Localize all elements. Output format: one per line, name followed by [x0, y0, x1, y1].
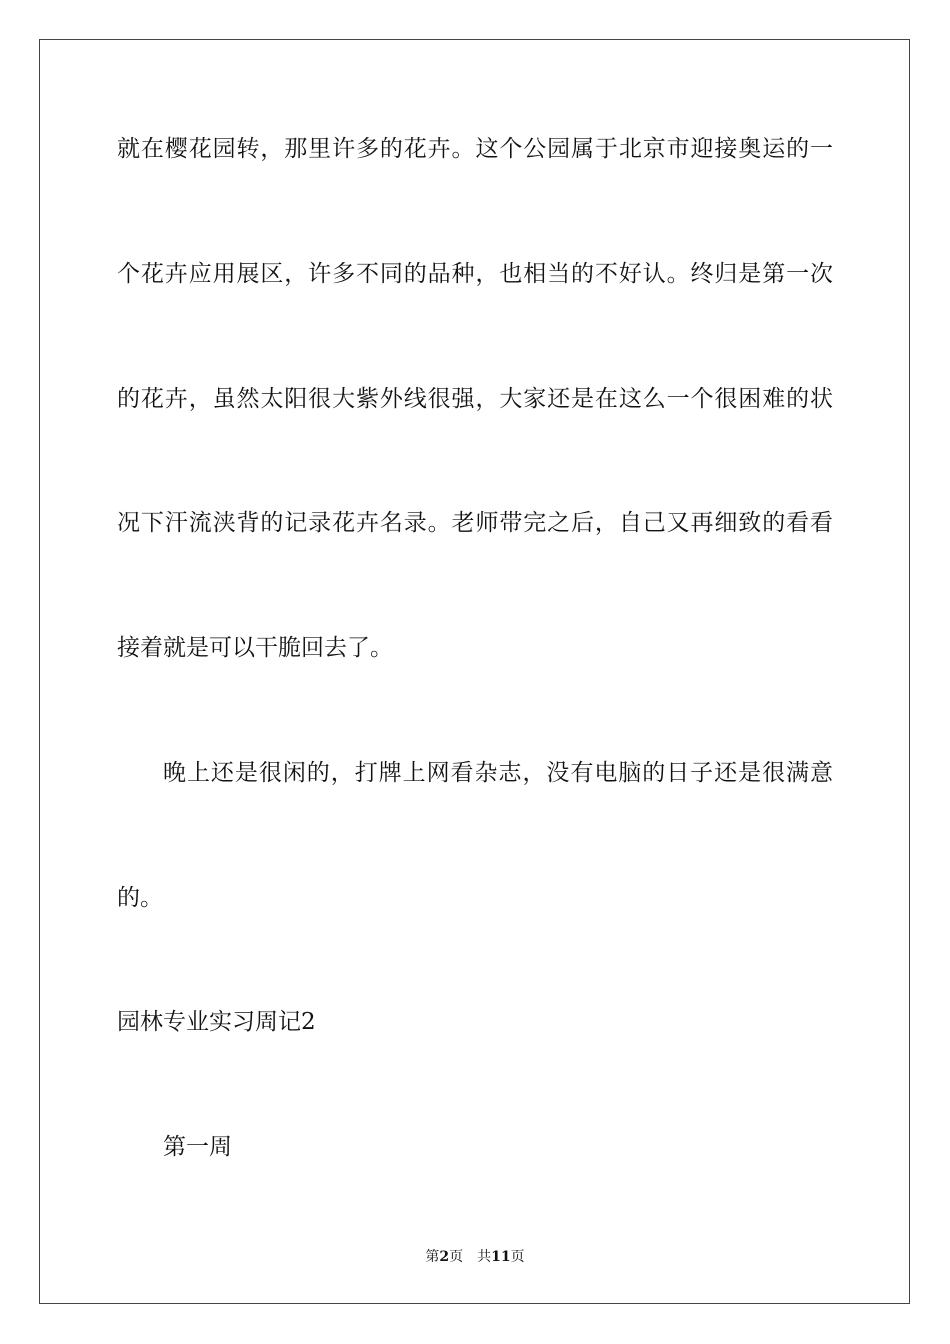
page-footer — [0, 1248, 950, 1266]
footer-suffix: 页 — [510, 1249, 525, 1265]
footer-prefix: 第 — [425, 1249, 440, 1265]
body-line-4: 况下汗流浃背的记录花卉名录。老师带完之后，自己又再细致的看看 — [117, 510, 833, 536]
week-heading: 第一周 — [163, 1134, 232, 1160]
section-title: 园林专业实习周记2 — [117, 1009, 316, 1035]
body-line-2: 个花卉应用展区，许多不同的品种，也相当的不好认。终归是第一次 — [117, 261, 833, 287]
body-line-1: 就在樱花园转，那里许多的花卉。这个公园属于北京市迎接奥运的一 — [117, 136, 833, 162]
page-border — [39, 39, 910, 1304]
footer-page-number: 2 — [439, 1249, 450, 1265]
footer-middle: 页 共 — [449, 1249, 492, 1265]
body-line-3: 的花卉，虽然太阳很大紫外线很强，大家还是在这么一个很困难的状 — [117, 386, 833, 412]
body-line-5: 接着就是可以干脆回去了。 — [117, 635, 393, 661]
footer-total-pages: 11 — [491, 1249, 511, 1265]
body-line-7: 的。 — [117, 885, 163, 911]
body-line-6: 晚上还是很闲的，打牌上网看杂志，没有电脑的日子还是很满意 — [163, 760, 833, 786]
